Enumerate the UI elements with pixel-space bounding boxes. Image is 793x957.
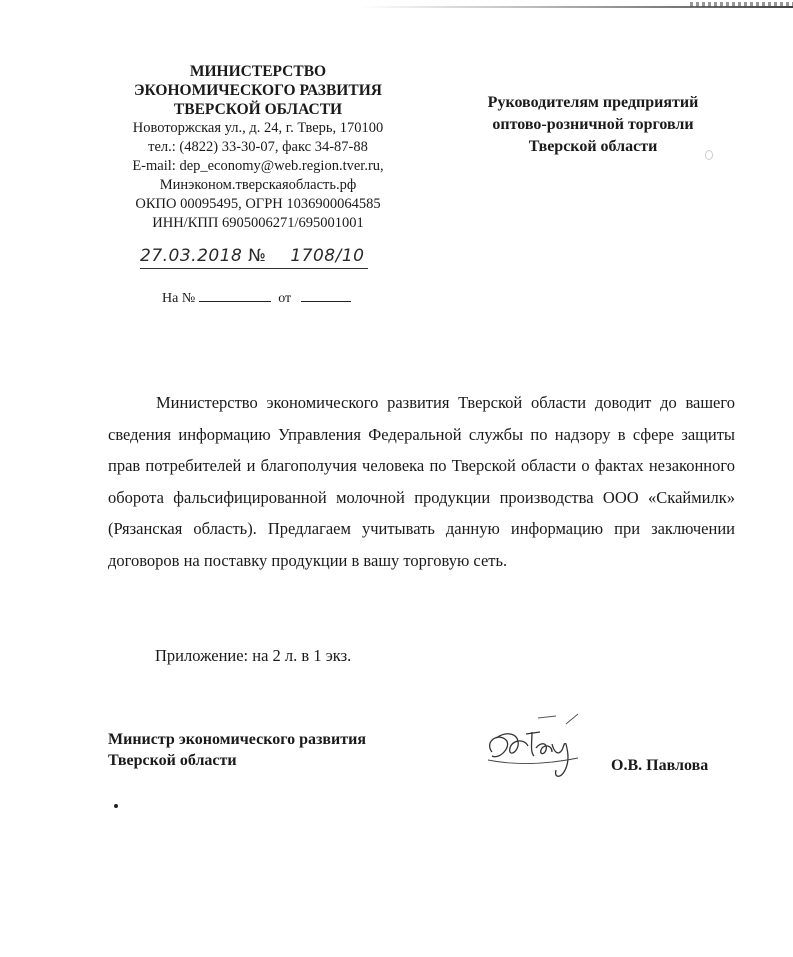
registration-date: 27.03.2018 <box>140 246 243 266</box>
sender-address: Новоторжская ул., д. 24, г. Тверь, 170100 <box>132 120 384 136</box>
addressee-line-3: Тверской области <box>528 138 658 155</box>
sender-org-line-1: МИНИСТЕРСТВО <box>189 63 327 80</box>
sender-phone: тел.: (4822) 33-30-07, факс 34-87-88 <box>148 139 368 155</box>
reference-line <box>162 289 351 307</box>
reference-na-label: На № <box>162 291 196 306</box>
signatory-title-line-2: Тверской области <box>108 752 237 769</box>
sender-website: Минэконом.тверскаяобласть.рф <box>159 177 357 193</box>
sender-inn-kpp: ИНН/КПП 6905006271/695001001 <box>152 215 364 231</box>
scan-dot <box>114 804 118 808</box>
sender-letterhead <box>108 62 408 233</box>
signatory-title <box>108 729 438 771</box>
sender-org-line-2: ЭКОНОМИЧЕСКОГО РАЗВИТИЯ <box>134 82 382 99</box>
registration-underline <box>140 268 368 269</box>
registration-no-label: № <box>248 246 267 266</box>
reference-ot-label: от <box>278 291 292 306</box>
registration-stamp <box>140 246 375 266</box>
scan-speck <box>705 150 713 160</box>
sender-okpo-ogrn: ОКПО 00095495, ОГРН 1036900064585 <box>135 196 381 212</box>
registration-number: 1708/10 <box>290 246 365 266</box>
letter-body: Министерство экономического развития Тверской области доводит до вашего сведения информацию Управления Федеральной службы по надзору в сфере защиты прав потребителей и благополучия человека по Тверской области о фактах незаконного оборота фальсифицированной молочной продукции производства ООО «Скаймилк» (Рязанская область). Предлагаем учитывать данную информацию при заключении договоров на поставку продукции в вашу торговую сеть. <box>108 393 735 570</box>
handwritten-signature <box>478 712 598 792</box>
addressee-line-2: оптово-розничной торговли <box>492 116 694 133</box>
reference-number-blank <box>199 289 271 302</box>
signatory-title-line-1: Министр экономического развития <box>108 731 366 748</box>
attachment-note: Приложение: на 2 л. в 1 экз. <box>155 646 352 665</box>
scan-edge-artifact <box>690 2 793 7</box>
sender-email: E-mail: dep_economy@web.region.tver.ru, <box>132 158 384 174</box>
addressee-block <box>458 92 728 158</box>
signatory-name: О.В. Павлова <box>611 757 709 774</box>
reference-date-blank <box>301 289 351 302</box>
addressee-line-1: Руководителям предприятий <box>487 94 699 111</box>
sender-org-line-3: ТВЕРСКОЙ ОБЛАСТИ <box>173 101 343 118</box>
